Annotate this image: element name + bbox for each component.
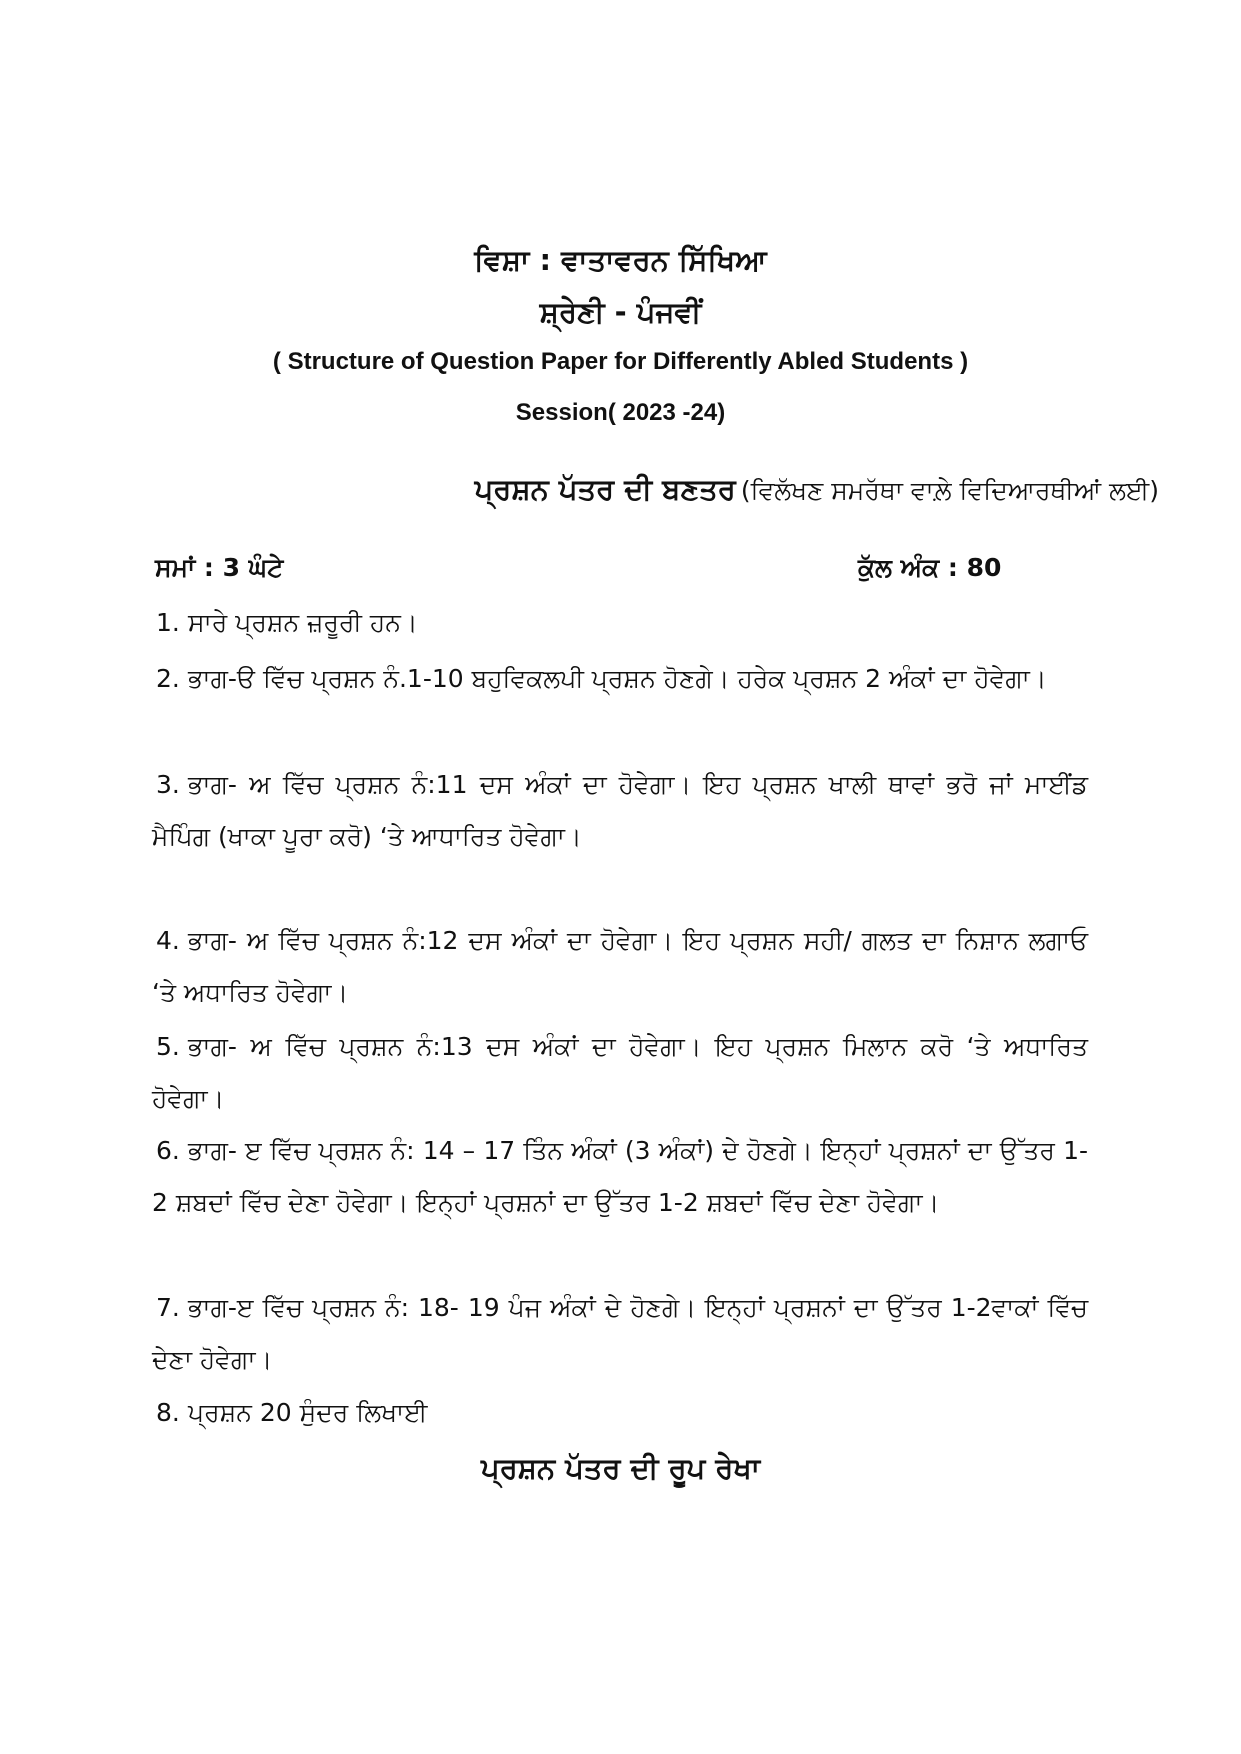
class-title: ਸ਼੍ਰੇਣੀ - ਪੰਜਵੀਂ — [539, 295, 702, 329]
instruction-text: ਭਾਗ-ੳ ਵਿੱਚ ਪ੍ਰਸ਼ਨ ਨੰ.1-10 ਬਹੁਵਿਕਲਪੀ ਪ੍ਰਸ਼ਨ ਹੋਣਗੇ। ਹਰੇਕ ਪ੍ਰਸ਼ਨ 2 ਅੰਕਾਂ ਦਾ ਹੋਵੇਗਾ। — [188, 664, 1047, 693]
instruction-text: ਭਾਗ- ੲ ਵਿੱਚ ਪ੍ਰਸ਼ਨ ਨੰ: 14 – 17 ਤਿੰਨ ਅੰਕਾਂ (3 ਅੰਕਾਂ) ਦੇ ਹੋਣਗੇ। ਇਨ੍ਹਾਂ ਪ੍ਰਸ਼ਨਾਂ ਦਾ ਉੱਤਰ 1-2 ਸ਼ਬਦਾਂ ਵਿੱਚ ਦੇਣਾ ਹੋਵੇਗਾ। ਇਨ੍ਹਾਂ ਪ੍ਰਸ਼ਨਾਂ ਦਾ ਉੱਤਰ 1-2 ਸ਼ਬਦਾਂ ਵਿੱਚ ਦੇਣਾ ਹੋਵੇਗਾ। — [152, 1136, 1088, 1217]
instruction-item — [152, 915, 1088, 1019]
instruction-text: ਭਾਗ- ਅ ਵਿੱਚ ਪ੍ਰਸ਼ਨ ਨੰ:12 ਦਸ ਅੰਕਾਂ ਦਾ ਹੋਵੇਗਾ। ਇਹ ਪ੍ਰਸ਼ਨ ਸਹੀ/ ਗਲਤ ਦਾ ਨਿਸ਼ਾਨ ਲਗਾਓ ‘ਤੇ ਅਧਾਰਿਤ ਹੋਵੇਗਾ। — [152, 926, 1088, 1007]
instruction-item — [152, 759, 1088, 863]
structure-title: ( Structure of Question Paper for Differently Abled Students ) — [272, 348, 969, 375]
instruction-item — [152, 1282, 1088, 1386]
instruction-item — [156, 653, 1088, 705]
instruction-number: 6. — [156, 1136, 180, 1165]
instruction-item — [152, 1021, 1088, 1125]
instruction-text: ਸਾਰੇ ਪ੍ਰਸ਼ਨ ਜ਼ਰੂਰੀ ਹਨ। — [188, 608, 418, 637]
instruction-text: ਭਾਗ- ਅ ਵਿੱਚ ਪ੍ਰਸ਼ਨ ਨੰ:11 ਦਸ ਅੰਕਾਂ ਦਾ ਹੋਵੇਗਾ। ਇਹ ਪ੍ਰਸ਼ਨ ਖਾਲੀ ਥਾਵਾਂ ਭਰੋ ਜਾਂ ਮਾਈਂਡ ਮੈਪਿੰਗ (ਖਾਕਾ ਪੂਰਾ ਕਰੋ) ‘ਤੇ ਆਧਾਰਿਤ ਹੋਵੇਗਾ। — [152, 770, 1088, 851]
instruction-item — [156, 597, 1088, 649]
instruction-text: ਭਾਗ-ੲ ਵਿੱਚ ਪ੍ਰਸ਼ਨ ਨੰ: 18- 19 ਪੰਜ ਅੰਕਾਂ ਦੇ ਹੋਣਗੇ। ਇਨ੍ਹਾਂ ਪ੍ਰਸ਼ਨਾਂ ਦਾ ਉੱਤਰ 1-2ਵਾਕਾਂ ਵਿੱਚ ਦੇਣਾ ਹੋਵੇਗਾ। — [152, 1293, 1088, 1374]
instruction-number: 8. — [156, 1398, 180, 1427]
paper-heading-main: ਪ੍ਰਸ਼ਨ ਪੱਤਰ ਦੀ ਬਣਤਰ — [474, 472, 736, 506]
paper-heading — [475, 472, 1159, 507]
instruction-item — [156, 1387, 1088, 1439]
time-label: ਸਮਾਂ : 3 ਘੰਟੇ — [155, 553, 284, 582]
instruction-number: 4. — [156, 926, 180, 955]
paper-heading-sub: (ਵਿਲੱਖਣ ਸਮਰੱਥਾ ਵਾਲ਼ੇ ਵਿਦਿਆਰਥੀਆਂ ਲਈ) — [740, 476, 1159, 505]
instruction-number: 7. — [156, 1293, 180, 1322]
instruction-item — [152, 1125, 1088, 1229]
instruction-number: 3. — [156, 770, 180, 799]
instruction-text: ਪ੍ਰਸ਼ਨ 20 ਸੁੰਦਰ ਲਿਖਾਈ — [188, 1398, 428, 1427]
subject-title: ਵਿਸ਼ਾ : ਵਾਤਾਵਰਨ ਸਿੱਖਿਆ — [474, 243, 767, 277]
session-title: Session( 2023 -24) — [515, 399, 726, 426]
instruction-number: 1. — [156, 608, 180, 637]
instruction-number: 5. — [156, 1032, 180, 1061]
instruction-number: 2. — [156, 664, 180, 693]
total-marks-label: ਕੁੱਲ ਅੰਕ : 80 — [858, 553, 1002, 582]
paper-outline-title: ਪ੍ਰਸ਼ਨ ਪੱਤਰ ਦੀ ਰੂਪ ਰੇਖਾ — [480, 1451, 761, 1485]
instruction-text: ਭਾਗ- ਅ ਵਿੱਚ ਪ੍ਰਸ਼ਨ ਨੰ:13 ਦਸ ਅੰਕਾਂ ਦਾ ਹੋਵੇਗਾ। ਇਹ ਪ੍ਰਸ਼ਨ ਮਿਲਾਨ ਕਰੋ ‘ਤੇ ਅਧਾਰਿਤ ਹੋਵੇਗਾ। — [152, 1032, 1088, 1113]
